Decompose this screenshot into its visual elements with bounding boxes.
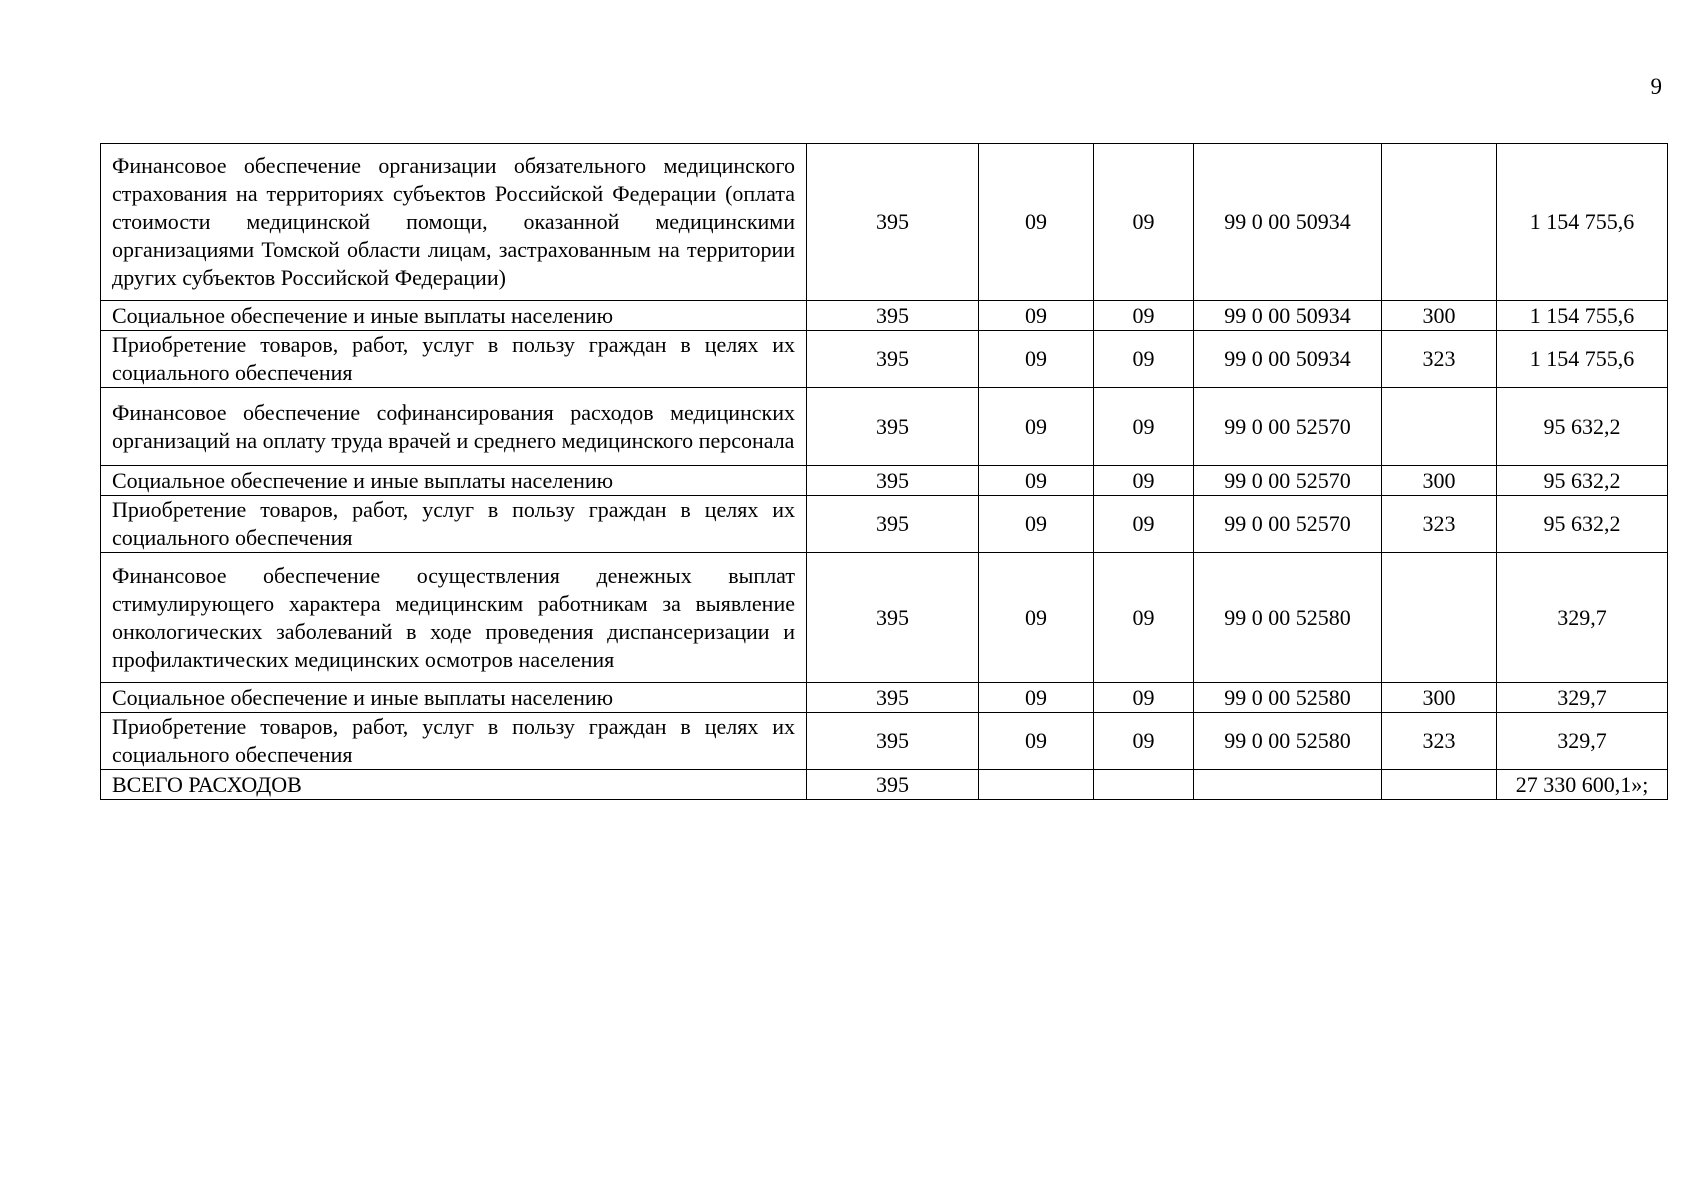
cell-csr: 99 0 00 52570 xyxy=(1194,466,1382,496)
table-row xyxy=(101,144,1668,301)
cell-pr: 09 xyxy=(1094,496,1194,553)
cell-csr: 99 0 00 52580 xyxy=(1194,713,1382,770)
cell-pr: 09 xyxy=(1094,388,1194,466)
table-row xyxy=(101,331,1668,388)
cell-description: ВСЕГО РАСХОДОВ xyxy=(101,770,807,800)
table-row xyxy=(101,496,1668,553)
cell-ved: 395 xyxy=(807,144,979,301)
cell-csr: 99 0 00 52570 xyxy=(1194,496,1382,553)
cell-amount: 95 632,2 xyxy=(1497,466,1668,496)
cell-amount: 329,7 xyxy=(1497,713,1668,770)
cell-csr xyxy=(1194,770,1382,800)
cell-ved: 395 xyxy=(807,770,979,800)
cell-amount: 1 154 755,6 xyxy=(1497,144,1668,301)
cell-ved: 395 xyxy=(807,683,979,713)
cell-pr: 09 xyxy=(1094,553,1194,683)
cell-description: Финансовое обеспечение софинансирования расходов медицинских организаций на оплату труда врачей и среднего медицинского персонала xyxy=(101,388,807,466)
cell-rz: 09 xyxy=(979,331,1094,388)
cell-rz: 09 xyxy=(979,301,1094,331)
cell-description: Социальное обеспечение и иные выплаты населению xyxy=(101,683,807,713)
cell-pr: 09 xyxy=(1094,713,1194,770)
cell-amount: 27 330 600,1»; xyxy=(1497,770,1668,800)
cell-pr: 09 xyxy=(1094,301,1194,331)
cell-csr: 99 0 00 50934 xyxy=(1194,331,1382,388)
cell-ved: 395 xyxy=(807,331,979,388)
cell-pr xyxy=(1094,770,1194,800)
cell-rz: 09 xyxy=(979,388,1094,466)
cell-vr: 300 xyxy=(1382,301,1497,331)
cell-pr: 09 xyxy=(1094,683,1194,713)
cell-description: Социальное обеспечение и иные выплаты населению xyxy=(101,301,807,331)
table-row xyxy=(101,683,1668,713)
cell-amount: 1 154 755,6 xyxy=(1497,301,1668,331)
cell-pr: 09 xyxy=(1094,331,1194,388)
cell-description: Приобретение товаров, работ, услуг в пользу граждан в целях их социального обеспечения xyxy=(101,496,807,553)
cell-vr xyxy=(1382,770,1497,800)
cell-pr: 09 xyxy=(1094,144,1194,301)
cell-rz: 09 xyxy=(979,466,1094,496)
table-row xyxy=(101,713,1668,770)
cell-amount: 95 632,2 xyxy=(1497,388,1668,466)
cell-rz: 09 xyxy=(979,144,1094,301)
cell-csr: 99 0 00 50934 xyxy=(1194,301,1382,331)
cell-description: Финансовое обеспечение осуществления денежных выплат стимулирующего характера медицинским работникам за выявление онкологических заболеваний в ходе проведения диспансеризации и профилактических медицинских осмотров населения xyxy=(101,553,807,683)
cell-vr xyxy=(1382,388,1497,466)
cell-ved: 395 xyxy=(807,713,979,770)
cell-vr: 300 xyxy=(1382,683,1497,713)
cell-description: Приобретение товаров, работ, услуг в пользу граждан в целях их социального обеспечения xyxy=(101,713,807,770)
cell-vr: 323 xyxy=(1382,496,1497,553)
cell-ved: 395 xyxy=(807,466,979,496)
expenditure-table-body xyxy=(101,144,1668,800)
cell-description: Приобретение товаров, работ, услуг в пользу граждан в целях их социального обеспечения xyxy=(101,331,807,388)
page-number: 9 xyxy=(1650,74,1662,99)
cell-amount: 329,7 xyxy=(1497,683,1668,713)
cell-rz: 09 xyxy=(979,553,1094,683)
table-row xyxy=(101,388,1668,466)
cell-rz xyxy=(979,770,1094,800)
cell-description: Социальное обеспечение и иные выплаты населению xyxy=(101,466,807,496)
cell-amount: 1 154 755,6 xyxy=(1497,331,1668,388)
cell-vr: 323 xyxy=(1382,713,1497,770)
cell-vr xyxy=(1382,144,1497,301)
table-row xyxy=(101,553,1668,683)
cell-csr: 99 0 00 52580 xyxy=(1194,683,1382,713)
cell-vr xyxy=(1382,553,1497,683)
cell-csr: 99 0 00 52580 xyxy=(1194,553,1382,683)
cell-csr: 99 0 00 52570 xyxy=(1194,388,1382,466)
cell-amount: 329,7 xyxy=(1497,553,1668,683)
cell-ved: 395 xyxy=(807,496,979,553)
cell-vr: 323 xyxy=(1382,331,1497,388)
cell-rz: 09 xyxy=(979,496,1094,553)
cell-ved: 395 xyxy=(807,388,979,466)
cell-vr: 300 xyxy=(1382,466,1497,496)
table-row xyxy=(101,301,1668,331)
cell-rz: 09 xyxy=(979,683,1094,713)
cell-ved: 395 xyxy=(807,301,979,331)
cell-rz: 09 xyxy=(979,713,1094,770)
cell-ved: 395 xyxy=(807,553,979,683)
cell-amount: 95 632,2 xyxy=(1497,496,1668,553)
cell-description: Финансовое обеспечение организации обязательного медицинского страхования на территориях субъектов Российской Федерации (оплата стоимости медицинской помощи, оказанной медицинскими организациями Томской области лицам, застрахованным на территории других субъектов Российской Федерации) xyxy=(101,144,807,301)
table-row xyxy=(101,770,1668,800)
table-row xyxy=(101,466,1668,496)
cell-csr: 99 0 00 50934 xyxy=(1194,144,1382,301)
cell-pr: 09 xyxy=(1094,466,1194,496)
expenditure-table xyxy=(100,143,1668,800)
